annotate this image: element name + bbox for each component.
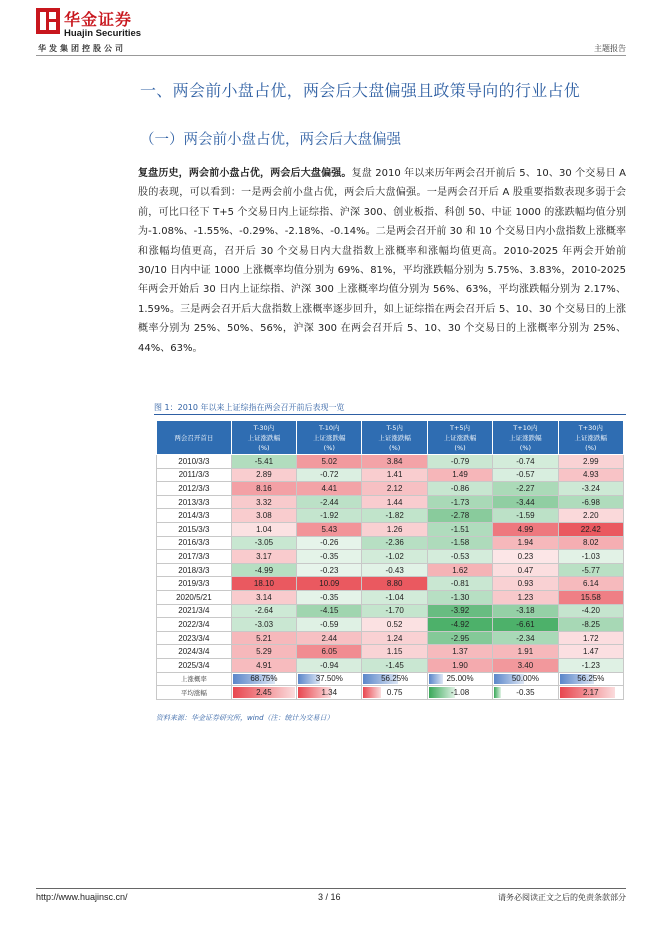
- table-row: [157, 536, 624, 550]
- row-date-cell: 2020/5/21: [157, 590, 232, 604]
- page-header: [0, 0, 662, 60]
- return-cell: 6.05: [297, 645, 362, 659]
- return-cell: 0.23: [493, 550, 558, 564]
- row-date-cell: 2024/3/4: [157, 645, 232, 659]
- probability-value: 56.25%: [381, 674, 409, 684]
- table-row: [157, 563, 624, 577]
- return-cell: -0.59: [297, 618, 362, 632]
- header-window-col: T+30内 上证涨跌幅 (%): [558, 421, 623, 455]
- average-change-value: 2.45: [256, 687, 272, 697]
- return-cell: 4.91: [231, 658, 296, 672]
- probability-value: 25.00%: [446, 674, 474, 684]
- return-cell: -0.23: [297, 563, 362, 577]
- table-row: [157, 468, 624, 482]
- header-window-col: T-5内 上证涨跌幅 (%): [362, 421, 427, 455]
- return-cell: -3.44: [493, 495, 558, 509]
- return-cell: -8.25: [558, 618, 623, 632]
- probability-value: 56.25%: [577, 674, 605, 684]
- return-cell: 3.14: [231, 590, 296, 604]
- return-cell: 1.26: [362, 522, 427, 536]
- return-cell: 1.94: [493, 536, 558, 550]
- return-cell: -0.79: [427, 455, 492, 469]
- return-cell: -2.36: [362, 536, 427, 550]
- table-row: [157, 658, 624, 672]
- header-date-col: 两会召开首日: [157, 421, 232, 455]
- return-cell: -1.59: [493, 509, 558, 523]
- up-probability-cell: [297, 672, 362, 686]
- return-cell: -3.18: [493, 604, 558, 618]
- return-cell: 22.42: [558, 522, 623, 536]
- return-cell: -1.92: [297, 509, 362, 523]
- up-probability-cell: [493, 672, 558, 686]
- return-cell: 5.21: [231, 631, 296, 645]
- return-cell: -0.35: [297, 550, 362, 564]
- table-row: [157, 482, 624, 496]
- return-cell: -0.86: [427, 482, 492, 496]
- table-header-row: [157, 421, 624, 455]
- row-date-cell: 2015/3/3: [157, 522, 232, 536]
- return-cell: -1.73: [427, 495, 492, 509]
- huajin-logo-icon: [36, 8, 60, 34]
- section-title: 一、两会前小盘占优，两会后大盘偏强且政策导向的行业占优: [140, 81, 581, 100]
- return-cell: 5.29: [231, 645, 296, 659]
- return-cell: -1.03: [558, 550, 623, 564]
- return-cell: -0.57: [493, 468, 558, 482]
- return-cell: 0.52: [362, 618, 427, 632]
- return-cell: -4.20: [558, 604, 623, 618]
- table-row: [157, 631, 624, 645]
- average-change-cell: [427, 686, 492, 700]
- return-cell: 3.40: [493, 658, 558, 672]
- table-row: [157, 618, 624, 632]
- return-cell: 1.72: [558, 631, 623, 645]
- row-date-cell: 2010/3/3: [157, 455, 232, 469]
- table-row: [157, 522, 624, 536]
- return-cell: 1.41: [362, 468, 427, 482]
- return-cell: 1.24: [362, 631, 427, 645]
- average-change-value: 2.17: [583, 687, 599, 697]
- row-date-cell: 2012/3/3: [157, 482, 232, 496]
- return-cell: 1.15: [362, 645, 427, 659]
- return-cell: -0.72: [297, 468, 362, 482]
- probability-value: 68.75%: [250, 674, 278, 684]
- average-change-label: 平均涨幅: [157, 686, 232, 700]
- return-cell: -1.04: [362, 590, 427, 604]
- row-date-cell: 2016/3/3: [157, 536, 232, 550]
- return-cell: 2.89: [231, 468, 296, 482]
- header-window-col: T+10内 上证涨跌幅 (%): [493, 421, 558, 455]
- return-cell: -1.45: [362, 658, 427, 672]
- up-probability-cell: [231, 672, 296, 686]
- header-window-col: T-30内 上证涨跌幅 (%): [231, 421, 296, 455]
- company-tagline: 华发集团控股公司: [38, 44, 126, 53]
- return-cell: 15.58: [558, 590, 623, 604]
- return-cell: -2.34: [493, 631, 558, 645]
- return-cell: 1.47: [558, 645, 623, 659]
- return-cell: 1.62: [427, 563, 492, 577]
- table-row: [157, 455, 624, 469]
- return-cell: -1.23: [558, 658, 623, 672]
- return-cell: 10.09: [297, 577, 362, 591]
- row-date-cell: 2018/3/3: [157, 563, 232, 577]
- return-cell: 3.08: [231, 509, 296, 523]
- return-cell: 1.49: [427, 468, 492, 482]
- average-change-row: [157, 686, 624, 700]
- probability-value: 37.50%: [315, 674, 343, 684]
- return-cell: 4.41: [297, 482, 362, 496]
- return-cell: 18.10: [231, 577, 296, 591]
- return-cell: 2.20: [558, 509, 623, 523]
- return-cell: -1.70: [362, 604, 427, 618]
- return-cell: -4.92: [427, 618, 492, 632]
- return-cell: 0.93: [493, 577, 558, 591]
- table-row: [157, 645, 624, 659]
- row-date-cell: 2025/3/4: [157, 658, 232, 672]
- return-cell: 2.99: [558, 455, 623, 469]
- logo-chinese-name: 华金证券: [64, 10, 133, 29]
- return-cell: 2.12: [362, 482, 427, 496]
- return-cell: 1.04: [231, 522, 296, 536]
- average-change-cell: [231, 686, 296, 700]
- return-cell: -1.51: [427, 522, 492, 536]
- return-cell: 0.47: [493, 563, 558, 577]
- return-cell: -0.81: [427, 577, 492, 591]
- header-window-col: T+5内 上证涨跌幅 (%): [427, 421, 492, 455]
- return-cell: -1.02: [362, 550, 427, 564]
- average-change-bar: [363, 687, 381, 698]
- page-number: 3 / 16: [318, 892, 341, 902]
- return-cell: -1.58: [427, 536, 492, 550]
- return-cell: -2.44: [297, 495, 362, 509]
- average-change-value: -1.08: [450, 687, 470, 697]
- footer-disclaimer: 请务必阅读正文之后的免责条款部分: [498, 893, 626, 902]
- return-cell: -6.98: [558, 495, 623, 509]
- return-cell: -1.30: [427, 590, 492, 604]
- return-cell: -0.26: [297, 536, 362, 550]
- footer-divider: [36, 888, 626, 889]
- up-probability-cell: [558, 672, 623, 686]
- source-note: 资料来源：华金证券研究所，wind（注：统计为交易日）: [156, 714, 334, 722]
- return-cell: 5.02: [297, 455, 362, 469]
- return-cell: -1.82: [362, 509, 427, 523]
- row-date-cell: 2023/3/4: [157, 631, 232, 645]
- probability-bar: [429, 674, 443, 685]
- return-cell: -0.43: [362, 563, 427, 577]
- average-change-bar: [494, 687, 501, 698]
- row-date-cell: 2019/3/3: [157, 577, 232, 591]
- return-cell: -4.15: [297, 604, 362, 618]
- figure-title: 图 1：2010 年以来上证综指在两会召开前后表现一览: [154, 403, 345, 412]
- return-cell: 1.23: [493, 590, 558, 604]
- logo-english-name: Huajin Securities: [64, 28, 142, 39]
- return-cell: -5.41: [231, 455, 296, 469]
- return-cell: 8.16: [231, 482, 296, 496]
- table-row: [157, 590, 624, 604]
- return-cell: 4.99: [493, 522, 558, 536]
- return-cell: 1.44: [362, 495, 427, 509]
- row-date-cell: 2014/3/3: [157, 509, 232, 523]
- row-date-cell: 2013/3/3: [157, 495, 232, 509]
- up-probability-cell: [362, 672, 427, 686]
- return-cell: 2.44: [297, 631, 362, 645]
- return-cell: -2.95: [427, 631, 492, 645]
- row-date-cell: 2021/3/4: [157, 604, 232, 618]
- footer-url-link[interactable]: http://www.huajinsc.cn/: [36, 892, 128, 902]
- subsection-title: （一）两会前小盘占优，两会后大盘偏强: [140, 132, 401, 148]
- paragraph-body: 复盘 2010 年以来历年两会召开前后 5、10、30 个交易日 A 股的表现，可以看到：一是两会前小盘占优，两会后大盘偏强。一是两会召开后 A 股重要指数表现多弱于会前，可比口径下 T+5 个交易日内上证综指、沪深 300、创业板指、科创 50、中证 1000 的涨跌幅均值分别为-1.08%、-1.55%、-0.29%、-2.18%、-0.14%。二是两会召开前 30 和 10 个交易日内小盘指数上涨概率和涨幅均值更高，召开后 30 个交易日内大盘指数上涨概率和涨幅均值更高。2010-2025 年两会开始前 30/10 日内中证 1000 上涨概率均值分别为 69%、81%，平均涨跌幅分别为 5.75%、3.83%，2010-2025 年两会开始后 30 日内上证综指、沪深 300 上涨概率均值分别为 56%、63%，平均涨跌幅分别为 2.17%、1.59%。三是两会召开后大盘指数上涨概率逐步回升，如上证综指在两会召开后 5、10、30 个交易日的上涨概率分别为 25%、50%、56%，沪深 300 在两会召开后 5、10、30 个交易日的上涨概率分别为 25%、44%、63%。: [138, 168, 626, 354]
- row-date-cell: 2011/3/3: [157, 468, 232, 482]
- index-performance-table: [156, 420, 624, 700]
- average-change-cell: [493, 686, 558, 700]
- return-cell: 5.43: [297, 522, 362, 536]
- return-cell: 8.02: [558, 536, 623, 550]
- paragraph-lead: 复盘历史，两会前小盘占优，两会后大盘偏强。: [138, 168, 352, 179]
- return-cell: -2.78: [427, 509, 492, 523]
- up-probability-cell: [427, 672, 492, 686]
- return-cell: -4.99: [231, 563, 296, 577]
- body-paragraph: [138, 164, 626, 358]
- return-cell: -5.77: [558, 563, 623, 577]
- average-change-cell: [558, 686, 623, 700]
- return-cell: 3.17: [231, 550, 296, 564]
- return-cell: 3.84: [362, 455, 427, 469]
- return-cell: 1.37: [427, 645, 492, 659]
- table-row: [157, 509, 624, 523]
- return-cell: 4.93: [558, 468, 623, 482]
- return-cell: 8.80: [362, 577, 427, 591]
- row-date-cell: 2017/3/3: [157, 550, 232, 564]
- return-cell: 1.90: [427, 658, 492, 672]
- report-type-label: 主题报告: [594, 44, 626, 53]
- return-cell: 6.14: [558, 577, 623, 591]
- header-window-col: T-10内 上证涨跌幅 (%): [297, 421, 362, 455]
- return-cell: -0.53: [427, 550, 492, 564]
- row-date-cell: 2022/3/4: [157, 618, 232, 632]
- table-row: [157, 604, 624, 618]
- return-cell: -6.61: [493, 618, 558, 632]
- up-probability-label: 上涨概率: [157, 672, 232, 686]
- average-change-cell: [362, 686, 427, 700]
- return-cell: -0.94: [297, 658, 362, 672]
- return-cell: 3.32: [231, 495, 296, 509]
- table-row: [157, 577, 624, 591]
- average-change-value: 0.75: [386, 687, 403, 697]
- return-cell: -2.64: [231, 604, 296, 618]
- return-cell: -3.05: [231, 536, 296, 550]
- table-row: [157, 550, 624, 564]
- return-cell: -3.92: [427, 604, 492, 618]
- average-change-cell: [297, 686, 362, 700]
- figure-divider: [154, 414, 626, 415]
- up-probability-row: [157, 672, 624, 686]
- header-divider: [36, 55, 626, 56]
- table-row: [157, 495, 624, 509]
- return-cell: -0.35: [297, 590, 362, 604]
- average-change-value: -0.35: [516, 687, 535, 697]
- probability-value: 50.00%: [511, 674, 539, 684]
- return-cell: -0.74: [493, 455, 558, 469]
- return-cell: -3.24: [558, 482, 623, 496]
- return-cell: -3.03: [231, 618, 296, 632]
- return-cell: 1.91: [493, 645, 558, 659]
- average-change-value: 1.34: [321, 687, 338, 697]
- return-cell: -2.27: [493, 482, 558, 496]
